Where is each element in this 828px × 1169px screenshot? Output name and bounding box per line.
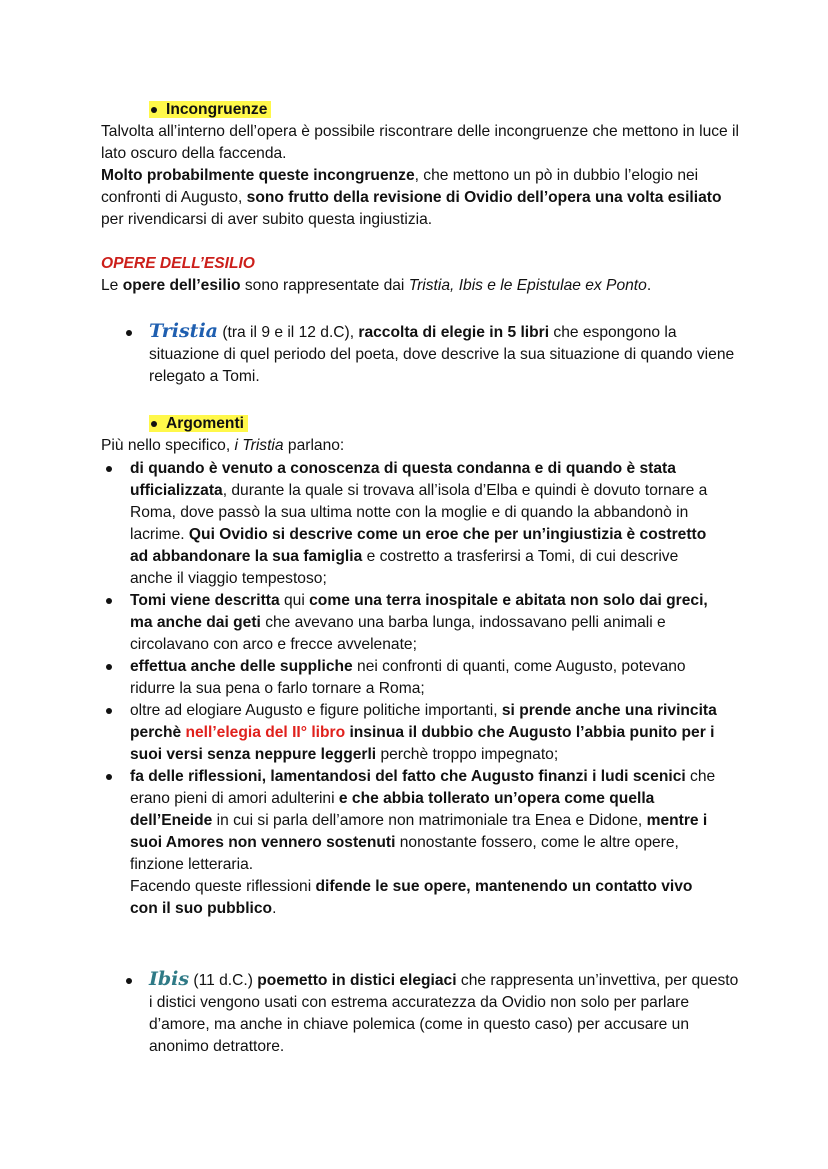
bullet-icon	[151, 107, 157, 113]
list-item-ibis: Ibis (11 d.C.) poemetto in distici elegiaci che rappresenta un’invettiva, per questo i distici vengono usati con estrema accuratezza da Ovidio non solo per parlare d’amore, ma anche in chiave polemica (come in questo caso) per accusare un anonimo detrattore.	[101, 968, 741, 1058]
list-item-tristia: Tristia (tra il 9 e il 12 d.C), raccolta di elegie in 5 libri che espongono la situazione di quel periodo del poeta, dove descrive la sua situazione di quando viene relegato a Tomi.	[101, 320, 741, 388]
incongruenze-paragraph	[101, 121, 741, 231]
incongruenze-heading: Incongruenze	[101, 99, 789, 121]
incongruenze-p2: Molto probabilmente queste incongruenze, che mettono un pò in dubbio l’elogio nei confronti di Augusto, sono frutto della revisione di Ovidio dell’opera una volta esiliato per rivendicarsi di aver subito questa ingiustizia.	[101, 167, 722, 228]
list-item: fa delle riflessioni, lamentandosi del fatto che Augusto finanzi i ludi scenici che erano pieni di amori adulterini e che abbia tollerato un’opera come quella dell’Eneide in cui si parla dell’amore non matrimoniale tra Enea e Didone, mentre i suoi Amores non vennero sostenuti nonostante fossero, come le altre opere, finzione letteraria. Facendo queste riflessioni difende le sue opere, mantenendo un contatto vivo con il suo pubblico.	[101, 766, 721, 920]
bullet-icon	[151, 421, 157, 427]
list-item: di quando è venuto a conoscenza di questa condanna e di quando è stata ufficializzata, durante la quale si trovava all’isola d’Elba e quindi è dovuto tornare a Roma, dove passò la sua ultima notte con la moglie e di quando la abbandonò in lacrime. Qui Ovidio si descrive come un eroe che per un’ingiustizia è costretto ad abbandonare la sua famiglia e costretto a trasferirsi a Tomi, di cui descrive anche il viaggio tempestoso;	[101, 458, 721, 590]
list-item: Tomi viene descritta qui come una terra inospitale e abitata non solo dai greci, ma anche dai geti che avevano una barba lunga, indossavano pelli animali e circolavano con arco e frecce avvelenate;	[101, 590, 721, 656]
section-title: OPERE DELL’ESILIO	[101, 255, 255, 272]
argomenti-intro: Più nello specifico, i Tristia parlano:	[101, 437, 345, 454]
ibis-list	[101, 968, 741, 1058]
argomenti-list	[101, 458, 721, 920]
list-item: oltre ad elogiare Augusto e figure politiche importanti, si prende anche una rivincita perchè nell’elegia del II° libro insinua il dubbio che Augusto l’abbia punito per i suoi versi senza neppure leggerli perchè troppo impegnato;	[101, 700, 721, 766]
opere-intro: Le opere dell’esilio sono rappresentate dai Tristia, Ibis e le Epistulae ex Ponto.	[101, 277, 652, 294]
incongruenze-p1: Talvolta all’interno dell’opera è possibile riscontrare delle incongruenze che mettono in luce il lato oscuro della faccenda.	[101, 123, 739, 162]
list-item: effettua anche delle suppliche nei confronti di quanti, come Augusto, potevano ridurre la sua pena o farlo tornare a Roma;	[101, 656, 721, 700]
tristia-list	[101, 320, 741, 388]
argomenti-heading: Argomenti	[101, 413, 789, 435]
